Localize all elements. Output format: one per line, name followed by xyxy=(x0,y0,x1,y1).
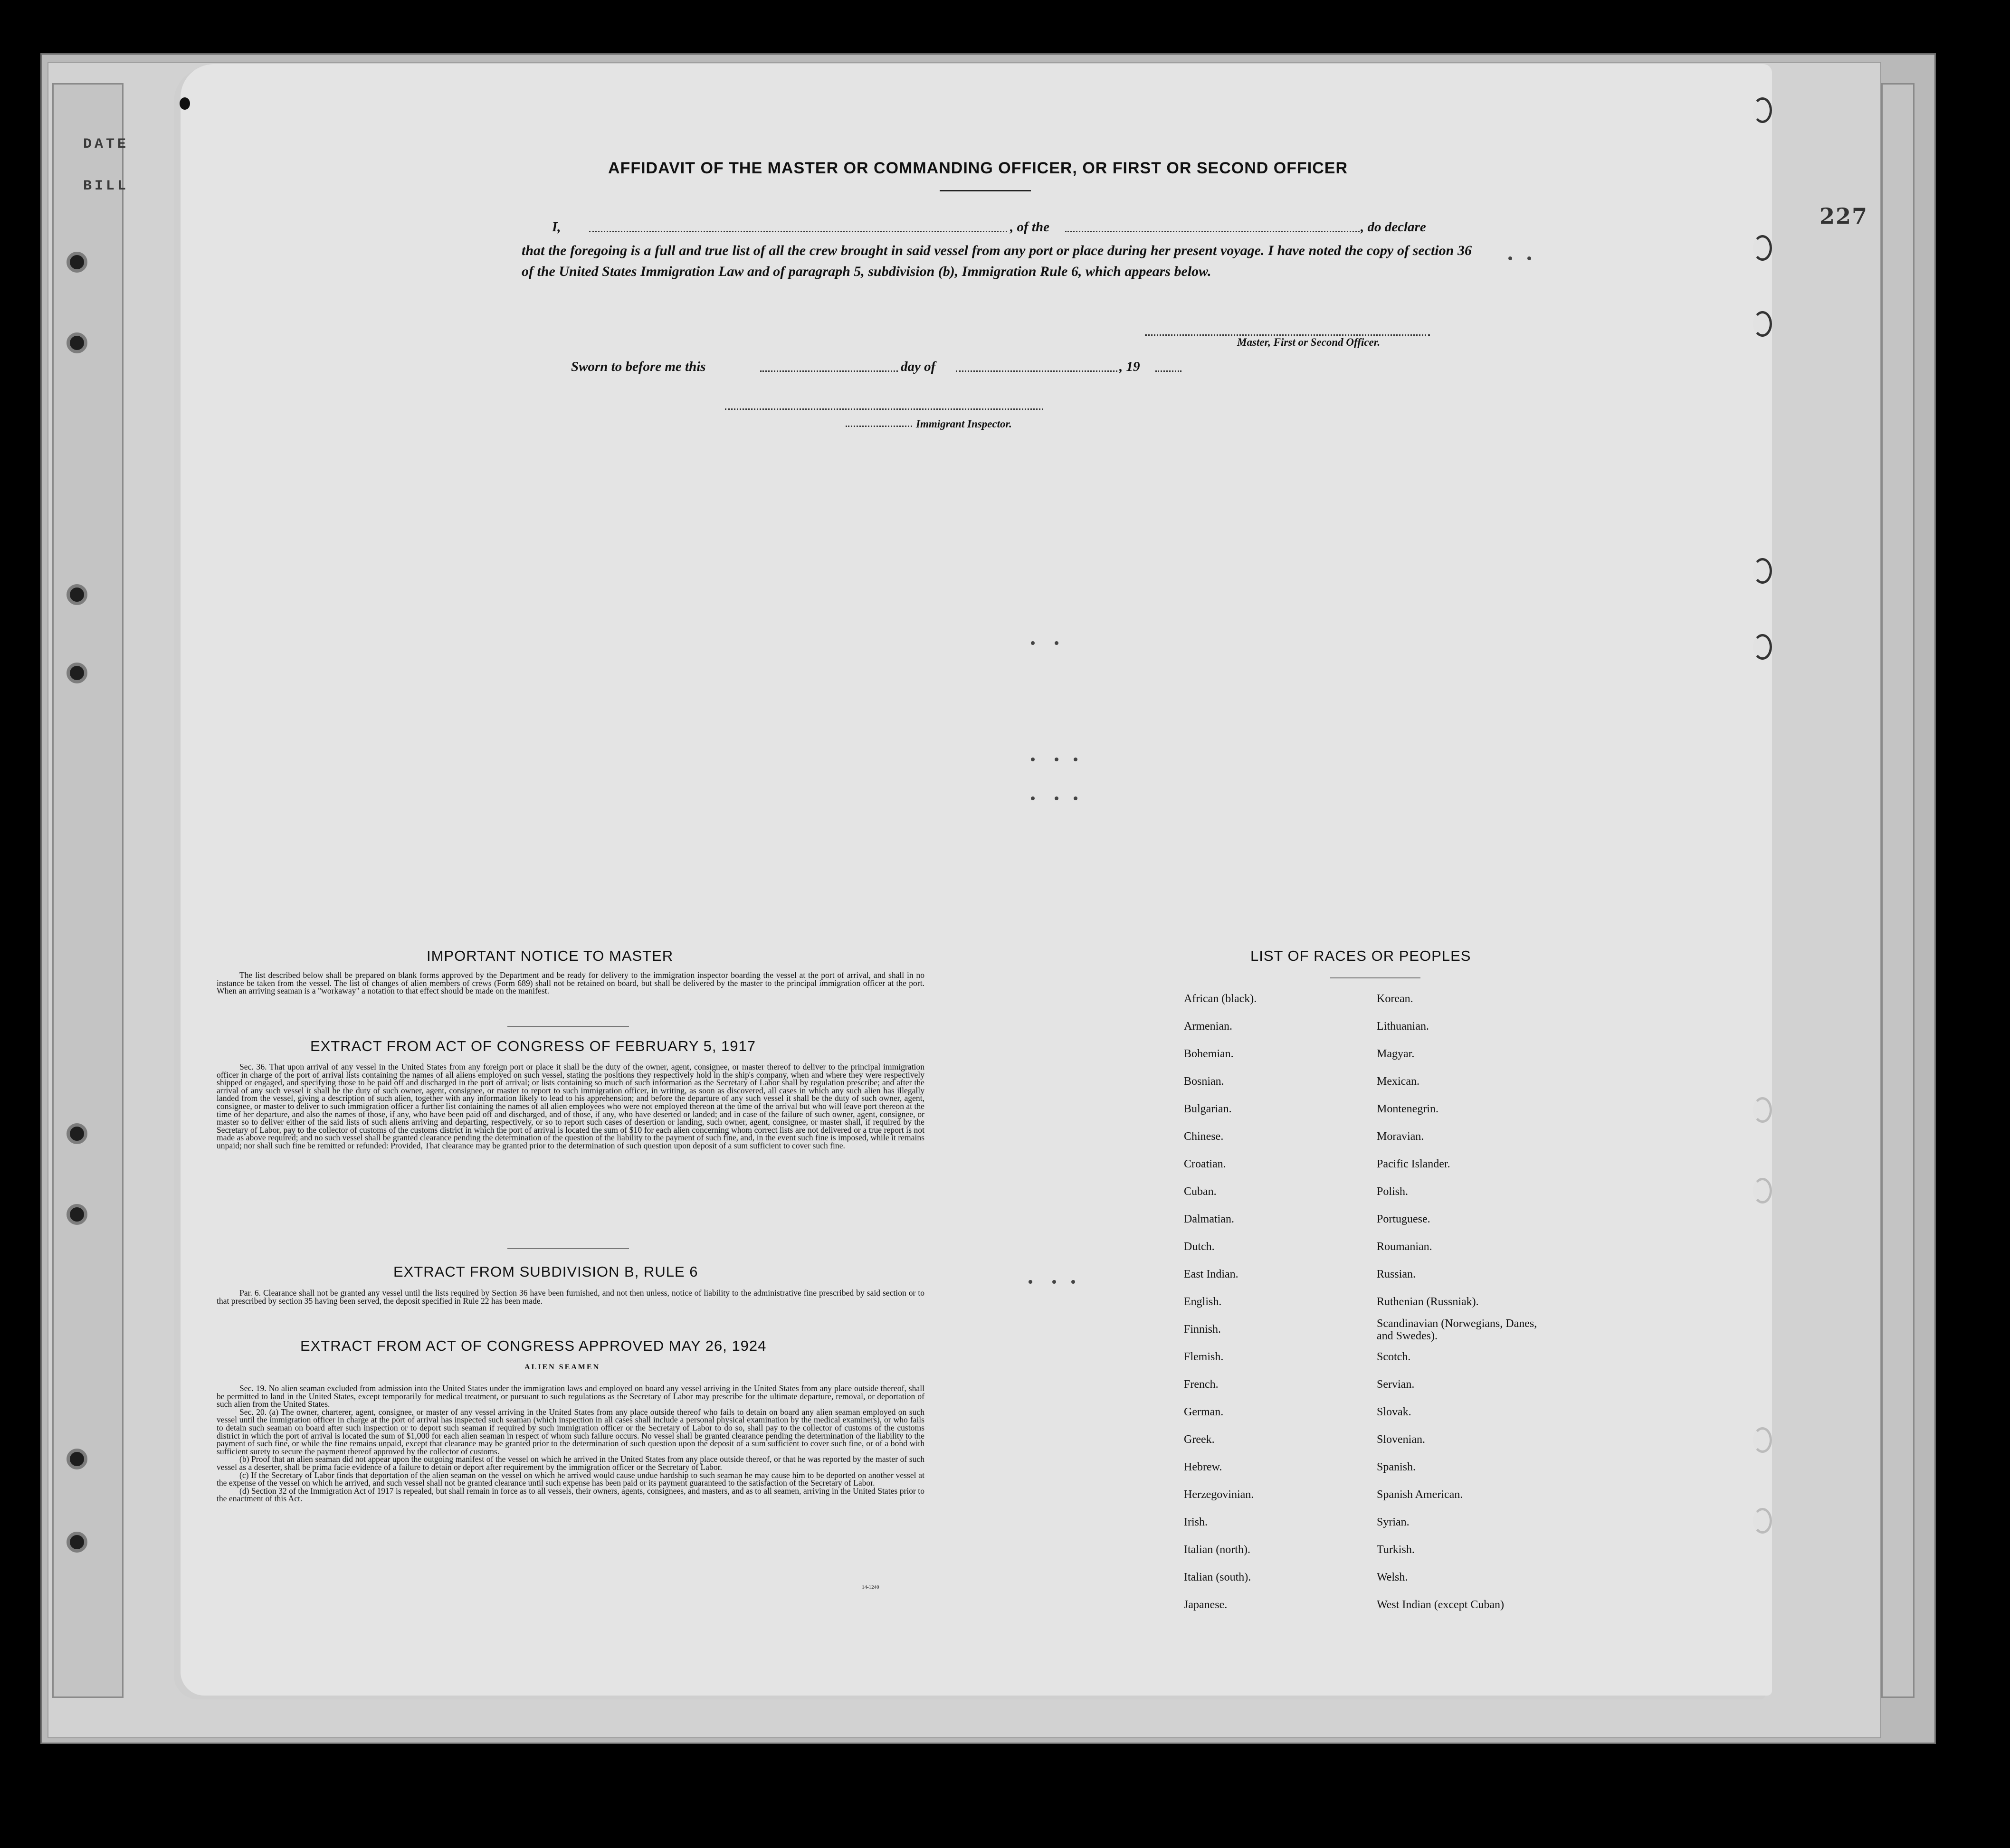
stub-labels xyxy=(83,123,129,207)
race-right: Moravian. xyxy=(1377,1130,1424,1143)
signature-blank[interactable] xyxy=(1145,334,1430,336)
race-left: Italian (north). xyxy=(1184,1544,1250,1556)
race-left: African (black). xyxy=(1184,993,1257,1005)
punch-hole-icon xyxy=(1753,1097,1772,1123)
binding-hole-icon xyxy=(67,332,87,353)
speck-mark-icon xyxy=(1029,1280,1032,1284)
race-right: Scandinavian (Norwegians, Danes, and Swedes). xyxy=(1377,1317,1537,1342)
inspector-short-blank[interactable] xyxy=(846,426,912,427)
punch-mark-icon xyxy=(180,97,190,110)
punch-hole-icon xyxy=(1753,1427,1772,1453)
year-prefix: , 19 xyxy=(1119,359,1140,374)
race-right: Polish. xyxy=(1377,1185,1409,1198)
binding-hole-icon xyxy=(67,1532,87,1553)
race-left: Greek. xyxy=(1184,1433,1215,1446)
section-20a-paragraph: Sec. 20. (a) The owner, charterer, agent, consignee, or master of any vessel arriving in the United States from any place outside thereof who fails to detain on board any alien seaman employed on such vessel until the immigration officer in charge at the port of arrival has inspected such seaman (which inspection in all cases shall include a personal physical examination by the medical examiners), or who fails to detain such seaman on board after such inspection or to deport such seaman if required by such immigration officer or the Secretary of Labor to do so, shall pay to the collector of customs of the customs district in which the port of arrival is located the sum of $1,000 for each alien seaman in respect of whom such failure occurs. No vessel shall be granted clearance pending the determination of the liability to the payment of such fine, or while the fine remains unpaid, except that clearance may be granted prior to the determination of such question upon the deposit of a sum sufficient to cover such fine, or of a bond with sufficient surety to secure the payment thereof approved by the collector of customs. xyxy=(217,1407,924,1456)
binding-hole-icon xyxy=(67,1449,87,1469)
race-left: Dalmatian. xyxy=(1184,1213,1234,1225)
race-left: Armenian. xyxy=(1184,1020,1232,1033)
affidavit-do-declare: , do declare xyxy=(1361,219,1426,235)
race-left: French. xyxy=(1184,1378,1219,1391)
speck-mark-icon xyxy=(1055,758,1058,761)
race-right: Portuguese. xyxy=(1377,1213,1430,1225)
race-left: Italian (south). xyxy=(1184,1571,1251,1583)
race-right: Montenegrin. xyxy=(1377,1103,1438,1115)
page-number: 227 xyxy=(1819,203,1868,229)
affidavit-title: AFFIDAVIT OF THE MASTER OR COMMANDING OFFICER, OR FIRST OR SECOND OFFICER xyxy=(608,159,1348,177)
race-right: Scotch. xyxy=(1377,1351,1411,1363)
section-20b-paragraph: (b) Proof that an alien seaman did not appear upon the outgoing manifest of the vessel on which he arrived in the United States from any place outside thereof, or that he was reported by the master of such vessel as a deserter, shall be prima facie evidence of a failure to detain or deport after requirement by the immigration officer or the Secretary of Labor. xyxy=(217,1454,924,1472)
notice-paragraph: The list described below shall be prepared on blank forms approved by the Department and be ready for delivery to the immigration inspector boarding the vessel at the port of arrival, and shall in no instance be taken from the vessel. The list of changes of alien members of crews (Form 689) shall not be retained on board, but shall be delivered by the master to the principal immigration officer at the port. When an arriving seaman is a "workaway" a notation to that effect should be made on the manifest. xyxy=(217,970,924,996)
extract-1917-text xyxy=(217,1063,924,1150)
race-right: West Indian (except Cuban) xyxy=(1377,1599,1504,1611)
extract-rule6-paragraph: Par. 6. Clearance shall not be granted any vessel until the lists required by Section 36 have been furnished, and not then unless, notice of liability to the administrative fine prescribed by said section or to that prescribed by section 35 having been served, the deposit specified in Rule 22 has been made. xyxy=(217,1288,924,1306)
binding-hole-icon xyxy=(67,663,87,683)
binding-hole-icon xyxy=(67,584,87,605)
binding-hole-icon xyxy=(67,1204,87,1225)
race-left: Herzegovinian. xyxy=(1184,1488,1254,1501)
declaration-text: that the foregoing is a full and true list of all the crew brought in said vessel from any port or place during her present voyage. I have noted the copy of section 36 of the United States Immigration Law and of paragraph 5, subdivision (b), Immigration Rule 6, which appears below. xyxy=(522,243,1472,279)
left-binding-tab xyxy=(52,83,124,1698)
race-left: Irish. xyxy=(1184,1516,1208,1528)
day-blank[interactable] xyxy=(760,370,898,372)
month-blank[interactable] xyxy=(956,370,1117,372)
alien-seamen-subtitle: ALIEN SEAMEN xyxy=(524,1363,600,1371)
speck-mark-icon xyxy=(1031,641,1035,645)
speck-mark-icon xyxy=(1055,641,1058,645)
race-left: Bosnian. xyxy=(1184,1075,1224,1088)
form-number: 14-1240 xyxy=(862,1584,879,1590)
extract-1924-text xyxy=(217,1384,924,1503)
race-left: Bulgarian. xyxy=(1184,1103,1232,1115)
notice-title: IMPORTANT NOTICE TO MASTER xyxy=(427,948,674,964)
speck-mark-icon xyxy=(1074,758,1077,761)
binding-hole-icon xyxy=(67,252,87,273)
race-left: Dutch. xyxy=(1184,1241,1215,1253)
speck-mark-icon xyxy=(1527,256,1531,260)
races-title: LIST OF RACES OR PEOPLES xyxy=(1250,948,1471,964)
binding-hole-icon xyxy=(67,1123,87,1144)
section-rule xyxy=(507,1026,629,1027)
speck-mark-icon xyxy=(1071,1280,1075,1284)
speck-mark-icon xyxy=(1055,796,1058,800)
race-left: English. xyxy=(1184,1296,1222,1308)
race-right: Slovenian. xyxy=(1377,1433,1425,1446)
extract-rule6-text xyxy=(217,1289,924,1305)
affidavit-i-label: I, xyxy=(552,219,561,235)
speck-mark-icon xyxy=(1074,796,1077,800)
speck-mark-icon xyxy=(1031,796,1035,800)
race-left: German. xyxy=(1184,1406,1224,1418)
title-rule xyxy=(940,190,1031,191)
extract-1917-paragraph: Sec. 36. That upon arrival of any vessel in the United States from any foreign port or place it shall be the duty of the owner, agent, consignee, or master thereof to deliver to the principal immigration officer in charge of the port of arrival lists containing the names of all aliens employed on such vessel, stating the positions they respectively hold in the ship's company, when and where they were respectively shipped or engaged, and specifying those to be paid off and discharged in the port of arrival; or lists containing so much of such information as the Secretary of Labor shall by regulation prescribe; and after the arrival of any such vessel it shall be the duty of such owner, agent, consignee, or master to report to such immigration officer, in writing, as soon as discovered, all cases in which any such alien has illegally landed from the vessel, giving a description of such alien, together with any information likely to lead to his apprehension; and before the departure of any such vessel it shall be the duty of such owner, agent, consignee, or master to deliver to such immigration officer a further list containing the names of all alien employees who were not employed thereon at the time of the arrival but who will leave port thereon at the time of her departure, and also the names of those, if any, who have been paid off and discharged, and of those, if any, who have deserted or landed; and in case of the failure of such owner, agent, consignee, or master so to deliver either of the said lists of such aliens arriving and departing, respectively, or so to report such cases of desertion or landing, such owner, agent, consignee, or master shall, if required by the Secretary of Labor, pay to the collector of customs of the customs district in which the port of arrival is located the sum of $10 for each alien concerning whom correct lists are not delivered or a true report is not made as above required; and no such vessel shall be granted clearance pending the determination of the question of the liability to the payment of such fine, and, in the event such fine is imposed, while it remains unpaid; nor shall such fine be remitted or refunded: Provided, That clearance may be granted prior to the determination of such question upon deposit of a sum sufficient to cover such fine. xyxy=(217,1062,924,1150)
year-blank[interactable] xyxy=(1155,370,1181,372)
punch-hole-icon xyxy=(1753,558,1772,584)
race-left: Cuban. xyxy=(1184,1185,1217,1198)
race-right: Ruthenian (Russniak). xyxy=(1377,1296,1479,1308)
punch-hole-icon xyxy=(1753,1508,1772,1534)
race-right: Mexican. xyxy=(1377,1075,1419,1088)
extract-rule6-title: EXTRACT FROM SUBDIVISION B, RULE 6 xyxy=(393,1263,698,1280)
affidavit-of-the: , of the xyxy=(1010,219,1049,235)
race-right: Turkish. xyxy=(1377,1544,1415,1556)
right-binding-edge xyxy=(1881,83,1915,1698)
race-right: Korean. xyxy=(1377,993,1413,1005)
vessel-blank[interactable] xyxy=(1065,231,1360,232)
race-left: Bohemian. xyxy=(1184,1048,1234,1060)
sworn-prefix: Sworn to before me this xyxy=(571,359,706,374)
notice-text xyxy=(217,971,924,995)
race-left: Chinese. xyxy=(1184,1130,1224,1143)
race-right: Spanish. xyxy=(1377,1461,1416,1473)
race-right: Welsh. xyxy=(1377,1571,1408,1583)
signature-label: Master, First or Second Officer. xyxy=(1237,336,1381,348)
inspector-label: Immigrant Inspector. xyxy=(916,418,1012,430)
race-left: Finnish. xyxy=(1184,1323,1221,1336)
section-19-paragraph: Sec. 19. No alien seaman excluded from admission into the United States under the immigration laws and employed on board any vessel arriving in the United States from any place outside thereof, shall be permitted to land in the United States, except temporarily for medical treatment, or pursuant to such regulations as the Secretary of Labor may prescribe for the ultimate departure, removal, or deportation of such alien from the United States. xyxy=(217,1384,924,1409)
race-right: Syrian. xyxy=(1377,1516,1410,1528)
stub-bill: BILL xyxy=(83,178,129,194)
stub-date: DATE xyxy=(83,136,129,152)
race-right: Russian. xyxy=(1377,1268,1416,1280)
extract-1917-title: EXTRACT FROM ACT OF CONGRESS OF FEBRUARY 5, 1917 xyxy=(310,1038,756,1054)
name-blank[interactable] xyxy=(589,231,1007,232)
inspector-blank[interactable] xyxy=(725,408,1043,410)
punch-hole-icon xyxy=(1753,1178,1772,1204)
speck-mark-icon xyxy=(1031,758,1035,761)
punch-hole-icon xyxy=(1753,97,1772,123)
race-left: Flemish. xyxy=(1184,1351,1224,1363)
section-rule xyxy=(507,1248,629,1249)
punch-hole-icon xyxy=(1753,235,1772,261)
race-left: Croatian. xyxy=(1184,1158,1226,1170)
races-title-rule xyxy=(1330,977,1420,978)
punch-hole-icon xyxy=(1753,634,1772,660)
race-right: Roumanian. xyxy=(1377,1241,1432,1253)
section-20d-paragraph: (d) Section 32 of the Immigration Act of 1917 is repealed, but shall remain in force as to all vessels, their owners, agents, consignees, and masters, and as to all seamen, arriving in the United States prior to the enactment of this Act. xyxy=(217,1486,924,1504)
section-20c-paragraph: (c) If the Secretary of Labor finds that deportation of the alien seaman on the vessel on which he arrived would cause undue hardship to such seaman he may cause him to be deported on another vessel at the expense of the vessel on which he arrived, and such vessel shall not be granted clearance until such expense has been paid or its payment guaranteed to the satisfaction of the Secretary of Labor. xyxy=(217,1470,924,1488)
race-right: Spanish American. xyxy=(1377,1488,1463,1501)
extract-1924-title: EXTRACT FROM ACT OF CONGRESS APPROVED MAY 26, 1924 xyxy=(300,1337,767,1354)
race-right: Slovak. xyxy=(1377,1406,1411,1418)
day-of-label: day of xyxy=(901,359,936,374)
race-left: Japanese. xyxy=(1184,1599,1228,1611)
race-right: Magyar. xyxy=(1377,1048,1415,1060)
speck-mark-icon xyxy=(1508,256,1512,260)
speck-mark-icon xyxy=(1052,1280,1056,1284)
race-right: Lithuanian. xyxy=(1377,1020,1429,1033)
race-right: Pacific Islander. xyxy=(1377,1158,1450,1170)
race-left: East Indian. xyxy=(1184,1268,1238,1280)
punch-hole-icon xyxy=(1753,311,1772,337)
race-left: Hebrew. xyxy=(1184,1461,1222,1473)
race-right: Servian. xyxy=(1377,1378,1415,1391)
